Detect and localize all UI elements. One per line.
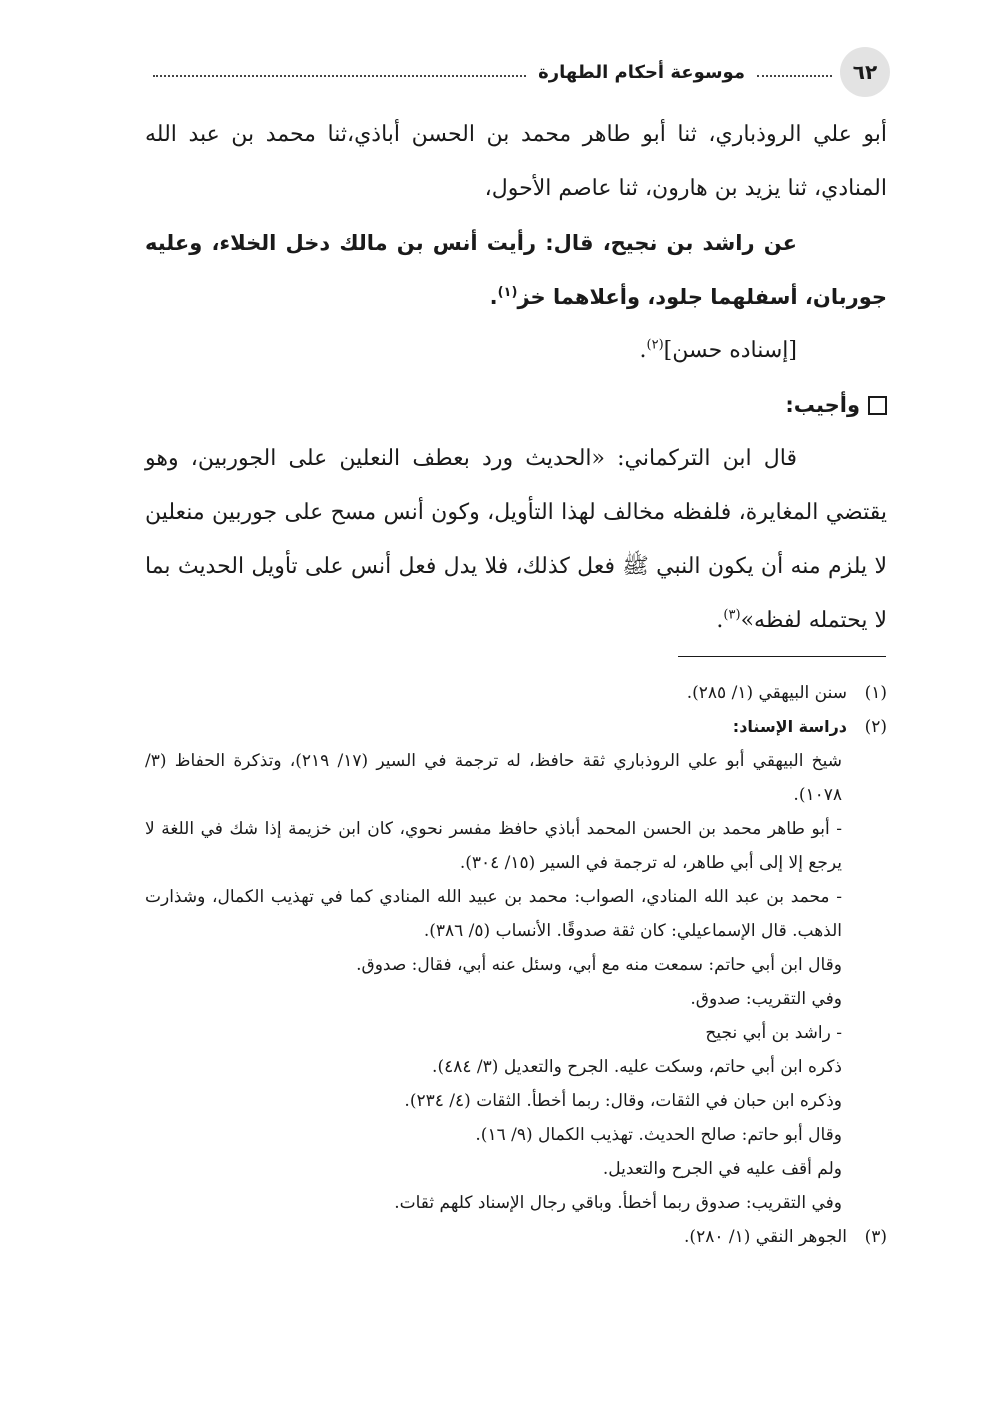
footnote-line: وفي التقريب: صدوق ربما أخطأ. وباقي رجال الإسناد كلهم ثقات.	[394, 1193, 842, 1213]
footnote-line: وفي التقريب: صدوق.	[690, 989, 842, 1009]
footnote-ref-2[interactable]: (٢)	[646, 337, 664, 353]
grading-text: [إسناده حسن]	[663, 338, 797, 363]
footnote-title: دراسة الإسناد:	[732, 717, 847, 736]
section-heading	[145, 378, 887, 432]
footnotes	[145, 676, 887, 1254]
hadith-text: عن راشد بن نجيح، قال: رأيت أنس بن مالك دخل الخلاء، وعليه جوربان، أسفلهما جلود، وأعلاهما خز	[145, 231, 887, 309]
footnote-line: - محمد بن عبد الله المنادي، الصواب: محمد بن عبيد الله المنادي كما في تهذيب الكمال، وشذارت الذهب. قال الإسماعيلي: كان ثقة صدوقًا. الأنساب (٥/ ٣٨٦).	[145, 887, 842, 941]
footnote-line: ذكره ابن أبي حاتم، وسكت عليه. الجرح والتعديل (٣/ ٤٨٤).	[432, 1057, 842, 1077]
footnote-number: (٣)	[864, 1227, 887, 1247]
footnote-line: ولم أقف عليه في الجرح والتعديل.	[602, 1159, 842, 1179]
footnote-number: (١)	[864, 683, 887, 703]
footnote-1	[145, 676, 887, 710]
footnote-line: شيخ البيهقي أبو علي الروذباري ثقة حافظ، له ترجمة في السير (١٧/ ٢١٩)، وتذكرة الحفاظ (٣/ ١٠٧٨).	[145, 751, 842, 805]
grading-end: .	[639, 338, 647, 363]
footnote-line: - راشد بن أبي نجيح	[705, 1023, 842, 1043]
response-text: قال ابن التركماني: «الحديث ورد بعطف النعلين على الجوربين، وهو يقتضي المغايرة، فلفظه مخالف لهذا التأويل، وكون أنس مسح على جوربين منعلين لا يلزم منه أن يكون النبي ﷺ فعل كذلك، فلا يدل فعل أنس على تأويل الحديث بما لا يحتمله لفظه»	[145, 446, 887, 633]
paragraph-response	[145, 432, 887, 648]
footnote-line: - أبو طاهر محمد بن الحسن المحمد أباذي حافظ مفسر نحوي، كان ابن خزيمة إذا شك في اللغة لا يرجع إلا إلى أبي طاهر، له ترجمة في السير (١٥/ ٣٠٤).	[145, 819, 842, 873]
response-end: .	[716, 608, 724, 633]
footnote-3	[145, 1220, 887, 1254]
footnote-separator	[678, 656, 886, 657]
paragraph-grading	[145, 324, 887, 378]
square-bullet-icon	[868, 396, 887, 415]
footnote-2	[145, 710, 887, 744]
chain-text: أبو علي الروذباري، ثنا أبو طاهر محمد بن الحسن أباذي،ثنا محمد بن عبد الله المنادي، ثنا يزيد بن هارون، ثنا عاصم الأحول،	[145, 122, 887, 201]
heading-text: وأجيب:	[785, 393, 860, 417]
footnote-line: وذكره ابن حبان في الثقات، وقال: ربما أخطأ. الثقات (٤/ ٢٣٤).	[404, 1091, 842, 1111]
footnote-ref-3[interactable]: (٣)	[723, 607, 741, 623]
footnote-number: (٢)	[864, 717, 887, 737]
header-dot-leader-left	[153, 75, 526, 77]
footnote-line: وقال أبو حاتم: صالح الحديث. تهذيب الكمال (٩/ ١٦).	[475, 1125, 842, 1145]
paragraph-hadith	[145, 216, 887, 324]
book-title: موسوعة أحكام الطهارة	[538, 61, 745, 83]
footnote-text: سنن البيهقي (١/ ٢٨٥).	[686, 683, 847, 703]
hadith-end: .	[489, 285, 498, 309]
footnote-ref-1[interactable]: (١)	[497, 285, 518, 300]
paragraph-chain	[145, 108, 887, 216]
main-text	[145, 108, 887, 648]
header-dot-leader-right	[757, 75, 832, 77]
footnote-line: وقال ابن أبي حاتم: سمعت منه مع أبي، وسئل عنه أبي، فقال: صدوق.	[356, 955, 842, 975]
page-number: ٦٢	[840, 47, 890, 97]
footnote-text: الجوهر النقي (١/ ٢٨٠).	[684, 1227, 847, 1247]
running-header	[145, 46, 890, 98]
